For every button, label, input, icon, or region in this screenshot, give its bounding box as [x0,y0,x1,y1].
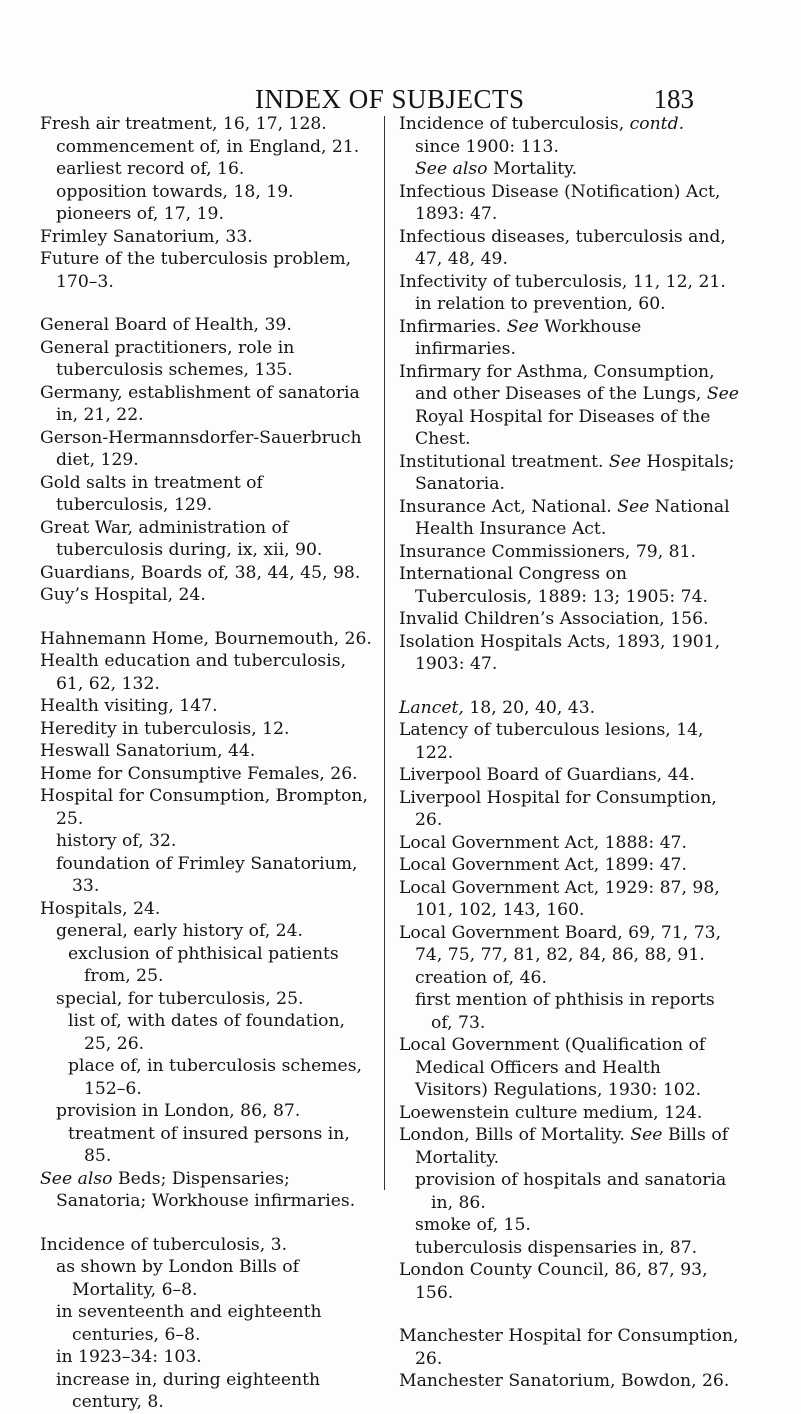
index-subentry: opposition towards, 18, 19. [56,181,294,202]
index-cross-reference [40,1168,375,1213]
index-subentry: treatment of insured persons in, 85. [68,1123,350,1166]
lancet-title: Lancet, [399,697,464,718]
index-entry: Infectivity of tuberculosis, 11, 12, 21. [399,271,726,292]
index-entry: Liverpool Board of Guardians, 44. [399,765,695,785]
cross-reference-text: Bills of Mortality. [415,1125,729,1168]
index-subentry: since 1900: 113. [415,136,559,157]
index-entry: Infectious Disease (Notification) Act, 1893: 47. [399,181,721,224]
index-subentry: foundation of Frimley Sanatorium, 33. [56,853,358,896]
entry-heading: Infirmaries. [399,316,502,337]
index-subentry: commencement of, in England, 21. [56,136,360,157]
index-entry: Guy’s Hospital, 24. [40,585,206,605]
see-label: See [617,496,650,517]
index-entry: General Board of Health, 39. [40,315,292,335]
contd-label: contd. [629,114,685,134]
see-also-label: See also [40,1168,113,1189]
running-title: INDEX OF SUBJECTS [255,84,525,114]
index-subentry: as shown by London Bills of Mortality, 6–8. [56,1257,300,1300]
index-entry: Local Government (Qualification of Medical Officers and Health Visitors) Regulations, 1930: 102. [399,1035,706,1100]
index-subentry: provision in London, 86, 87. [56,1101,301,1121]
index-entry: Local Government Act, 1929: 87, 98, 101, 102, 143, 160. [399,877,720,920]
index-entry: Local Government Board, 69, 71, 73, 74, 75, 77, 81, 82, 84, 86, 88, 91. [399,922,722,965]
see-also-label: See also [415,159,488,179]
entry-heading: Insurance Act, National. [399,496,612,517]
index-subentry: pioneers of, 17, 19. [56,204,224,224]
see-label: See [608,451,642,472]
cross-reference-text: National Health Insurance Act. [415,496,730,539]
index-subentry: general, early history of, 24. [56,921,303,941]
index-entry: Hospitals, 24. [40,898,161,919]
index-subentry: in relation to prevention, 60. [415,294,666,314]
index-entry: Hospital for Consumption, Brompton, 25. [40,786,368,829]
index-entry: General practitioners, role in tuberculosis schemes, 135. [40,337,295,380]
index-subentry: in 1923–34: 103. [56,1347,202,1367]
index-entry: Health visiting, 147. [40,696,218,716]
index-entry [399,451,739,496]
index-entry: Liverpool Hospital for Consumption, 26. [399,787,717,830]
index-entry [399,113,739,136]
index-entry: Isolation Hospitals Acts, 1893, 1901, 1903: 47. [399,631,721,674]
index-entry: Insurance Commissioners, 79, 81. [399,541,696,562]
index-subentry: in seventeenth and eighteenth centuries, 6–8. [56,1302,322,1345]
cross-reference-text: Workhouse infirmaries. [415,316,642,359]
index-entry: Fresh air treatment, 16, 17, 128. [40,114,327,134]
index-entry: Manchester Hospital for Consumption, 26. [399,1326,739,1369]
index-subentry: history of, 32. [56,831,177,851]
index-entry: Manchester Sanatorium, Bowdon, 26. [399,1371,730,1391]
index-subentry: creation of, 46. [415,967,547,988]
index-subentry: tuberculosis dispensaries in, 87. [415,1237,698,1258]
index-entry: Gerson-Hermannsdorfer-Sauerbruch diet, 129. [40,427,362,470]
index-subentry: earliest record of, 16. [56,159,245,179]
entry-heading: London, Bills of Mortality. [399,1125,625,1145]
index-subentry: smoke of, 15. [415,1215,531,1235]
index-entry [399,316,739,361]
index-entry: International Congress on Tuberculosis, 1889: 13; 1905: 74. [399,564,708,607]
index-entry: Guardians, Boards of, 38, 44, 45, 98. [40,562,361,583]
entry-heading: Incidence of tuberculosis, [399,114,625,134]
index-entry: Invalid Children’s Association, 156. [399,609,709,629]
index-entry: Gold salts in treatment of tuberculosis, 129. [40,472,263,515]
index-entry: Heredity in tuberculosis, 12. [40,718,290,739]
index-subentry: increase in, during eighteenth century, 8. [56,1369,321,1412]
see-label: See [706,384,739,404]
index-cross-reference [415,158,739,181]
page-number: 183 [653,84,694,114]
index-entry: Future of the tuberculosis problem, 170–3. [40,249,352,292]
index-entry: Health education and tuberculosis, 61, 62, 132. [40,651,347,694]
index-column-right [399,113,739,1393]
index-subentry: special, for tuberculosis, 25. [56,988,304,1009]
cross-reference-text: Mortality. [492,159,578,179]
index-entry: Local Government Act, 1888: 47. [399,832,687,853]
index-subentry: list of, with dates of foundation, 25, 26. [68,1011,346,1054]
index-entry: Hahnemann Home, Bournemouth, 26. [40,628,372,649]
index-entry: Great War, administration of tuberculosis during, ix, xii, 90. [40,517,323,560]
index-entry: Incidence of tuberculosis, 3. [40,1234,288,1255]
column-divider [384,116,385,1190]
entry-heading: Institutional treatment. [399,451,604,472]
cross-reference-text: Royal Hospital for Diseases of the Chest. [415,406,711,449]
index-subentry: provision of hospitals and sanatoria in, 86. [415,1170,727,1213]
index-subentry: first mention of phthisis in reports of, 73. [415,990,715,1033]
index-entry [399,361,739,451]
index-column-left [40,113,375,1414]
see-label: See [630,1125,663,1145]
index-entry: Home for Consumptive Females, 26. [40,763,358,784]
index-entry [399,1124,739,1169]
index-entry: London County Council, 86, 87, 93, 156. [399,1260,708,1303]
cross-reference-text: Beds; Dispensaries; Sanatoria; Workhouse infirmaries. [56,1168,356,1211]
index-entry: Germany, establishment of sanatoria in, 21, 22. [40,382,360,425]
entry-heading: Infirmary for Asthma, Consumption, and other Diseases of the Lungs, [399,361,715,404]
index-entry: Latency of tuberculous lesions, 14, 122. [399,720,704,763]
cross-reference-text: Hospitals; Sanatoria. [415,451,735,494]
index-subentry: exclusion of phthisical patients from, 25. [68,943,339,986]
index-entry: Loewenstein culture medium, 124. [399,1102,703,1123]
index-entry [399,496,739,541]
index-entry: Frimley Sanatorium, 33. [40,226,253,247]
index-entry: Local Government Act, 1899: 47. [399,855,687,875]
index-entry: Infectious diseases, tuberculosis and, 47, 48, 49. [399,226,726,269]
index-entry [399,697,739,720]
entry-pages: 18, 20, 40, 43. [469,697,596,718]
index-subentry: place of, in tuberculosis schemes, 152–6. [68,1056,363,1099]
see-label: See [506,316,539,337]
index-entry: Heswall Sanatorium, 44. [40,741,256,761]
